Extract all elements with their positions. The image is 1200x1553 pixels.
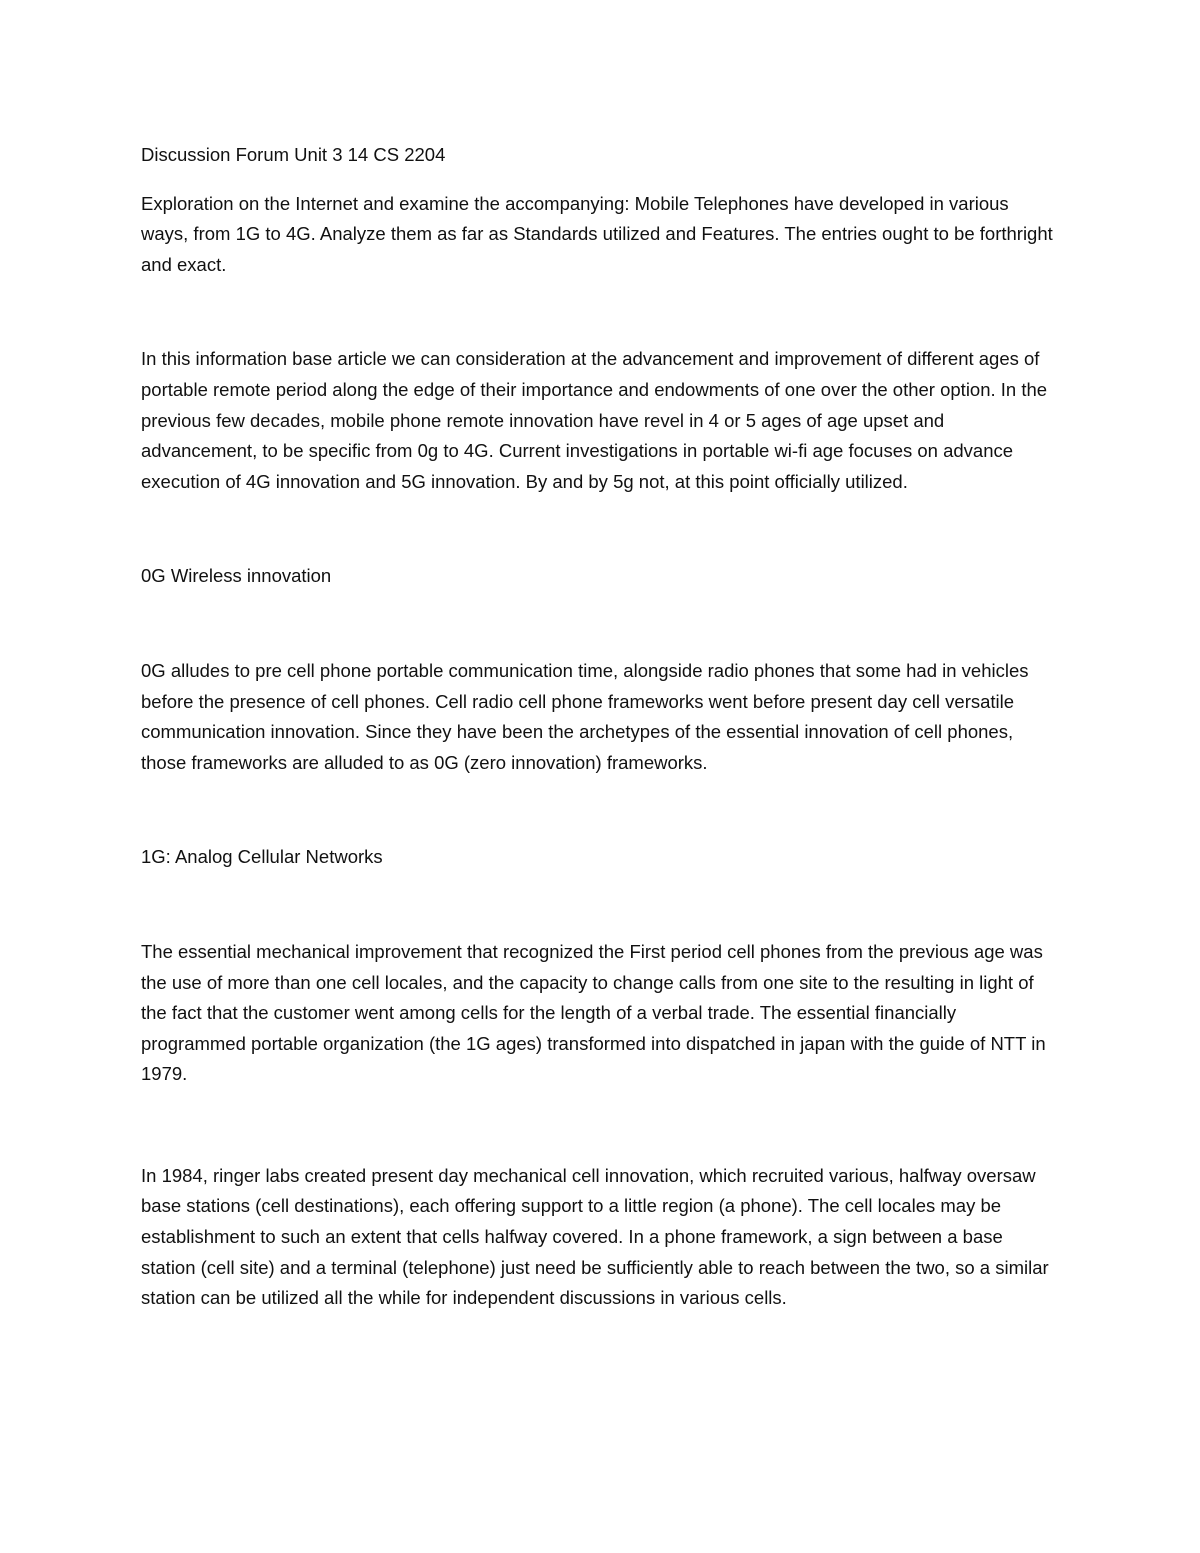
section-heading-0g: 0G Wireless innovation [141, 565, 332, 587]
document-body [141, 140, 1061, 1314]
paragraph-1g-part-1: The essential mechanical improvement that recognized the First period cell phones from the previous age was the use of more than one cell locales, and the capacity to change calls from one site to the resulting in light of the fact that the customer went among cells for the length of a verbal trade. The essential financially programmed portable organization (the 1G ages) transformed into dispatched in japan with the guide of NTT in 1979. [141, 940, 1046, 1085]
paragraph-0g: 0G alludes to pre cell phone portable communication time, alongside radio phones that some had in vehicles before the presence of cell phones. Cell radio cell phone frameworks went before present day cell versatile communication innovation. Since they have been the archetypes of the essential innovation of cell phones, those frameworks are alluded to as 0G (zero innovation) frameworks. [141, 659, 1029, 773]
intro-paragraph: In this information base article we can consideration at the advancement and improvement of different ages of portable remote period along the edge of their importance and endowments of one over the other option. In the previous few decades, mobile phone remote innovation have revel in 4 or 5 ages of age upset and advancement, to be specific from 0g to 4G. Current investigations in portable wi-fi age focuses on advance execution of 4G innovation and 5G innovation. By and by 5g not, at this point officially utilized. [141, 348, 1048, 492]
document-title: Discussion Forum Unit 3 14 CS 2204 [141, 144, 446, 165]
prompt-paragraph: Exploration on the Internet and examine the accompanying: Mobile Telephones have developed in various ways, from 1G to 4G. Analyze them as far as Standards utilized and Features. The entries ought to be forthright and exact. [141, 192, 1053, 275]
paragraph-1g-part-2: In 1984, ringer labs created present day mechanical cell innovation, which recruited various, halfway oversaw base stations (cell destinations), each offering support to a little region (a phone). The cell locales may be establishment to such an extent that cells halfway covered. In a phone framework, a sign between a base station (cell site) and a terminal (telephone) just need be sufficiently able to reach between the two, so a similar station can be utilized all the while for independent discussions in various cells. [141, 1164, 1049, 1309]
section-heading-1g: 1G: Analog Cellular Networks [141, 846, 383, 868]
